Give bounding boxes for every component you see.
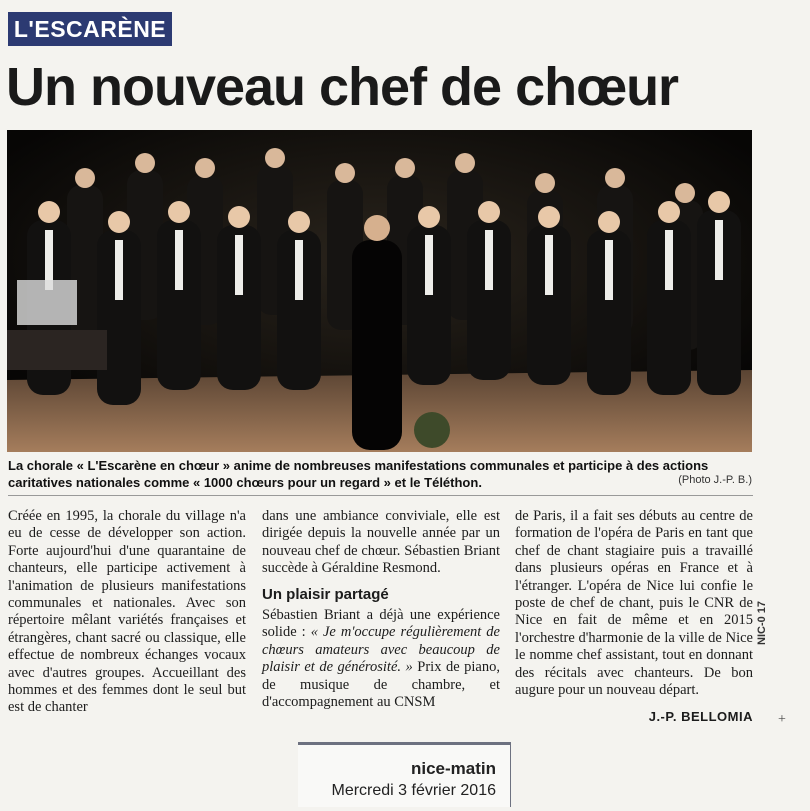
column-2-body xyxy=(262,607,500,711)
headline: Un nouveau chef de chœur xyxy=(6,57,679,117)
column-2-intro: dans une ambiance conviviale, elle est dirigée depuis la nouvelle année par un nouveau chef de chœur. Sébastien Briant succède à Géraldine Resmond. xyxy=(262,508,500,577)
section-tag: L'ESCARÈNE xyxy=(8,12,172,46)
divider xyxy=(8,495,753,496)
choir-photo xyxy=(7,130,752,452)
source-stamp xyxy=(298,742,511,807)
column-2-quote: « Je m'occupe régulièrement de chœurs amateurs avec beaucoup de plaisir et de générosité. » xyxy=(262,624,500,676)
page-reference: NIC-0 17 xyxy=(756,600,768,645)
byline: J.-P. BELLOMIA xyxy=(648,709,753,724)
photo-credit: (Photo J.-P. B.) xyxy=(678,474,752,486)
bleed-through-text xyxy=(200,2,206,28)
column-1-text: Créée en 1995, la chorale du village n'a eu de cesse de développer son action. Forte aujourd'hui d'une quarantaine de chanteurs, elle participe activement à l'animation de plusieurs manifestations communales et nationales. Avec son répertoire mêlant variétés françaises et étrangères, chant sacré ou classique, elle effectue de nombreux échanges vocaux avec d'autres groupes. Accueillant des hommes et des femmes dont le seul but est de chanter xyxy=(8,508,246,716)
column-2-body-b: Prix de piano, de musique de chambre, et d'accompagnement au CNSM xyxy=(262,659,500,711)
article-column-1 xyxy=(8,508,246,717)
publication-date: Mercredi 3 février 2016 xyxy=(331,782,496,799)
article-column-3 xyxy=(515,508,753,699)
article-column-2 xyxy=(262,508,500,711)
caption-text: La chorale « L'Escarène en chœur » anime de nombreuses manifestations communales et participe à des actions caritatives nationales comme « 1000 chœurs pour un regard » et le Téléthon. xyxy=(8,458,709,490)
choir-photo-illustration xyxy=(7,130,752,452)
column-2-body-a: Sébastien Briant a déjà une expérience solide : xyxy=(262,607,500,641)
registration-mark: + xyxy=(778,712,786,727)
photo-caption xyxy=(8,457,753,491)
newspaper-name: nice-matin xyxy=(410,759,496,778)
subheading: Un plaisir partagé xyxy=(262,585,389,603)
column-3-text: de Paris, il a fait ses débuts au centre de formation de l'opéra de Paris en tant que chef de chant stagiaire puis a travaillé dans plusieurs opéras en France et à l'étranger. L'opéra de Nice lui confie le poste de chef de chant, puis le CNR de Nice en fait de même et en 2015 l'orchestre d'harmonie de la ville de Nice le nomme chef assistant, tout en donnant des récitals avec chanteurs. De bon augure pour un nouveau départ. xyxy=(515,508,753,699)
